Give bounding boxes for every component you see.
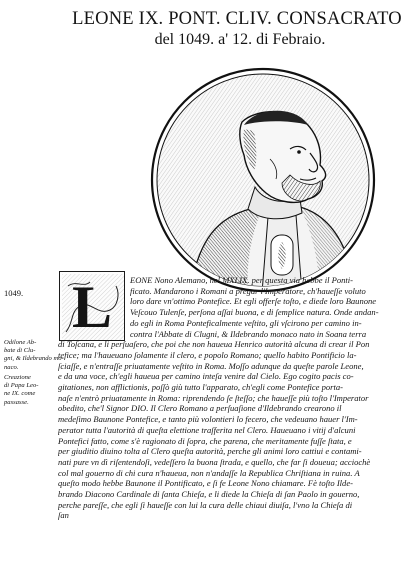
- margin-year: 1049.: [4, 288, 24, 298]
- margin-note-creazione: [4, 374, 56, 407]
- margin-note-line: Creazione: [4, 374, 31, 381]
- margin-note-line: ne IX. come: [4, 390, 36, 398]
- body-line: e da una voce, ch'egli haueua per camino inteſa venire dal Cielo. Ego cogito pacis co-: [58, 371, 354, 382]
- body-line: ficato. Mandarono i Romani a pregar l'Imperatore, ch'haueſſe voluto: [130, 285, 366, 296]
- body-text: [58, 275, 412, 521]
- page-subtitle: del 1049. a' 12. di Febraio.: [154, 31, 326, 48]
- margin-note-line: di Papa Leo-: [4, 382, 39, 390]
- body-line: queſto modo hebbe Baunone il Pontificato, e ſi fe Leone Nono chiamare. Fè toſto Ilde-: [58, 478, 353, 489]
- body-line: obedito, che'l Signor DIO. Il Clero Romano a perſuaſione d'Ildebrando crearono il: [58, 403, 342, 414]
- body-line: contra l'Abbate di Clugni, & Ildebrando monaco nato in Soana terra: [130, 328, 367, 339]
- body-line: di Toſcana, e li perſuaſero, che poi che non haueua Henrico autorità alcuna di crear il Pon: [58, 339, 370, 350]
- pope-portrait-medallion: [150, 67, 376, 293]
- margin-note-line: gni, & Ildebrando mo-: [4, 355, 64, 363]
- body-line: ſciaſſe, e n'entraſſe priuatamente veſtito in Roma. Moſſo adunque da queſte parole Leone,: [58, 360, 364, 371]
- body-line: naſe n'entrò priuatamente in Roma: riprendendo ſe ſteſſo; che haueſſe più toſto l'Imperator: [58, 392, 369, 403]
- margin-note-odilone: [4, 339, 64, 372]
- body-line: medeſimo Baunone Pontefice, e tanto più volontieri lo fecero, che vedeuano hauer l'Im-: [58, 414, 358, 425]
- body-line: col mal gouerno di chi cura n'haueua, non n'andaſſe la Republica Chriſtiana in ruina. A: [58, 467, 360, 478]
- body-line: ſan: [58, 510, 69, 521]
- margin-note-line: naco.: [4, 363, 19, 371]
- body-line: perche pareſſe, che egli ſi haueſſe con lui la cura delle chiaui diuiſa, l'vno la Chieſa di: [58, 499, 353, 510]
- body-line: loro dare vn'ottimo Pontefice. Et egli offerſe toſto, e diede loro Baunone: [130, 296, 377, 307]
- body-line: per giuditio diuino tolta al Clero queſta autorità, perche gli animi loro cattiui e contami-: [58, 446, 362, 457]
- page-title: LEONE IX. PONT. CLIV. CONSACRATO: [72, 9, 402, 29]
- body-line: Pontefici fatto, come s'è ragionato di ſopra, che parena, che meritamente fuſſe ſtata, e: [58, 435, 352, 446]
- body-line: do egli in Roma Ponteficalmente veſtito, gli vſcirono per camino in-: [130, 317, 362, 328]
- body-line: gitationes, non afflictionis, poſſò giù tutto l'apparato, ch'egli come Pontefice porta-: [58, 382, 343, 393]
- margin-note-line: Odilone Ab-: [4, 339, 37, 346]
- body-line: perator tutta l'autorità di queſta elettione traſferita nel Clero. Haueuano i vitij d'alcuni: [58, 424, 356, 435]
- body-line: brando Diacono Cardinale di ſanta Chieſa, e li diede la Chieſa di ſan Paolo in gouerno,: [58, 489, 360, 500]
- body-line: tefice; ma l'haueuano ſolamente il clero, e popolo Romano; quello habito Pontificio la-: [58, 349, 357, 360]
- initial-letter: L: [71, 274, 113, 340]
- body-line: EONE Nono Alemano, nel MXLIX. per questa via hebbe il Ponti-: [130, 275, 353, 285]
- body-line: Veſcouo Tulenſe, perſona aſſai buona, e di ſemplice natura. Onde andan-: [130, 307, 379, 318]
- margin-note-line: bate di Clu-: [4, 347, 36, 355]
- margin-note-line: passasse.: [4, 398, 29, 406]
- body-line: nati pure vn dì riſentendoſi, vedeſſero la buona ſtrada, e quello, che far ſi doueua; acciochè: [58, 456, 371, 467]
